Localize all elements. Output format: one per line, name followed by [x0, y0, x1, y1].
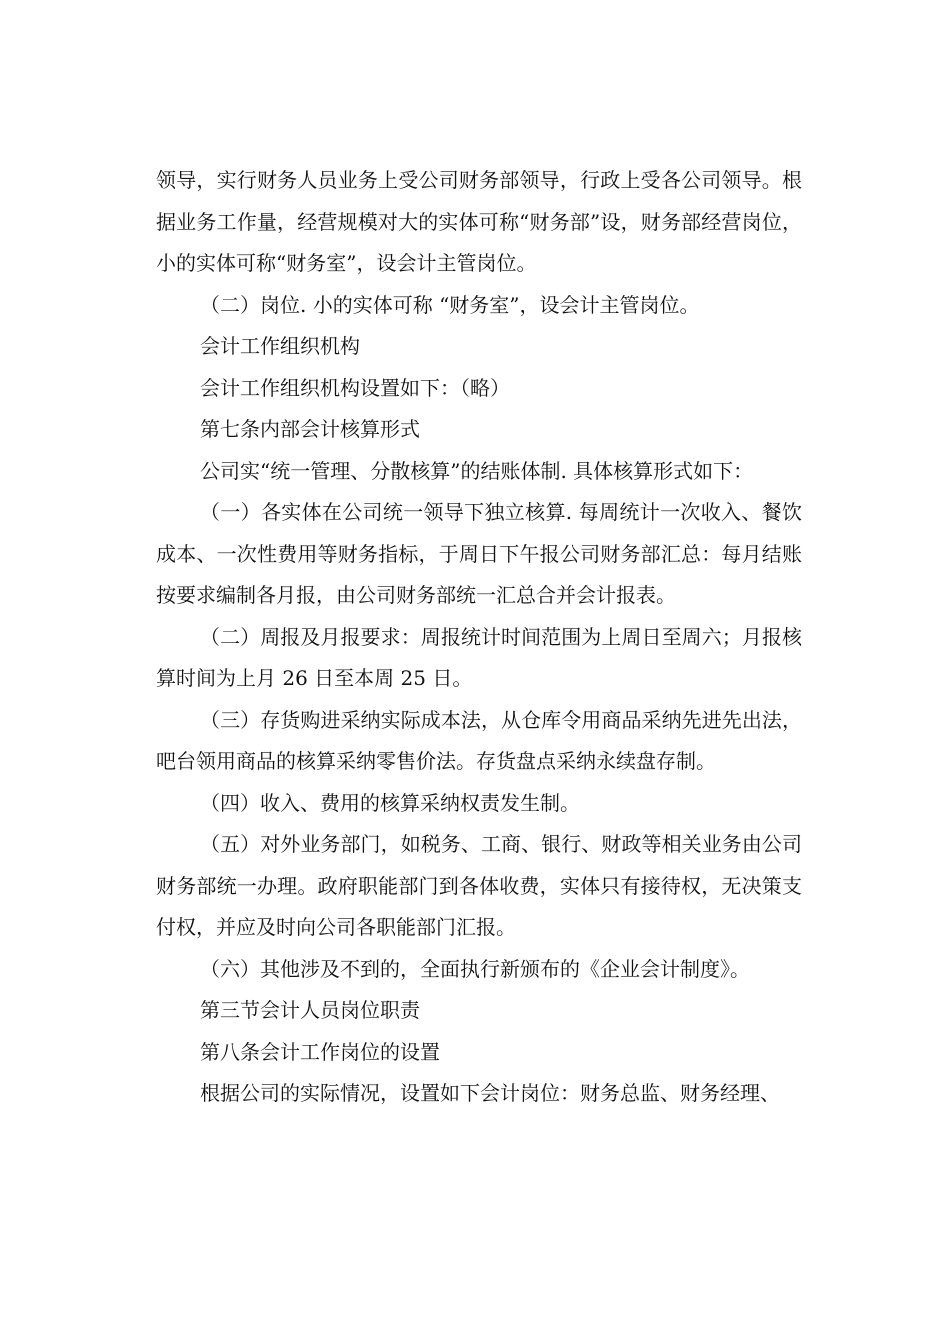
paragraph-leadership: 领导，实行财务人员业务上受公司财务部领导，行政上受各公司领导。根据业务工作量，经营规模对大的实体可称“财务部”设，财务部经营岗位，小的实体可称“财务室”，设会计主管岗位。: [156, 168, 802, 275]
heading-article-8: 第八条会计工作岗位的设置: [200, 1039, 440, 1064]
paragraph-item-5: （五）对外业务部门，如税务、工商、银行、财政等相关业务由公司财务部统一办理。政府职能部门到各体收费，实体只有接待权，无决策支付权，并应及时向公司各职能部门汇报。: [156, 832, 802, 939]
paragraph-item-3: （三）存货购进采纳实际成本法，从仓库令用商品采纳先进先出法，吧台领用商品的核算采纳零售价法。存货盘点采纳永续盘存制。: [156, 707, 802, 773]
heading-article-7: 第七条内部会计核算形式: [200, 417, 420, 441]
document-body: [156, 160, 802, 1115]
paragraph-positions-list: 根据公司的实际情况，设置如下会计岗位：财务总监、财务经理、: [200, 1081, 780, 1105]
paragraph-item-1: （一）各实体在公司统一领导下独立核算. 每周统计一次收入、餐饮成本、一次性费用等财务指标，于周日下午报公司财务部汇总：每月结账按要求编制各月报，由公司财务部统一汇总合并会计报表。: [156, 500, 802, 607]
paragraph-position: （二）岗位. 小的实体可称 “财务室”，设会计主管岗位。: [200, 292, 700, 317]
heading-org-structure: 会计工作组织机构: [200, 334, 360, 358]
paragraph-org-setup: 会计工作组织机构设置如下：（略）: [200, 375, 510, 400]
paragraph-item-2: （二）周报及月报要求：周报统计时间范围为上周日至周六；月报核算时间为上月 26 日至本周 25 日。: [156, 624, 802, 690]
paragraph-item-6: （六）其他涉及不到的，全面执行新颁布的《企业会计制度》。: [200, 956, 750, 981]
paragraph-item-4: （四）收入、费用的核算采纳权责发生制。: [200, 790, 580, 815]
heading-section-3: 第三节会计人员岗位职责: [200, 998, 420, 1022]
paragraph-accounting-system: 公司实“统一管理、分散核算”的结账体制. 具体核算形式如下：: [200, 458, 754, 483]
